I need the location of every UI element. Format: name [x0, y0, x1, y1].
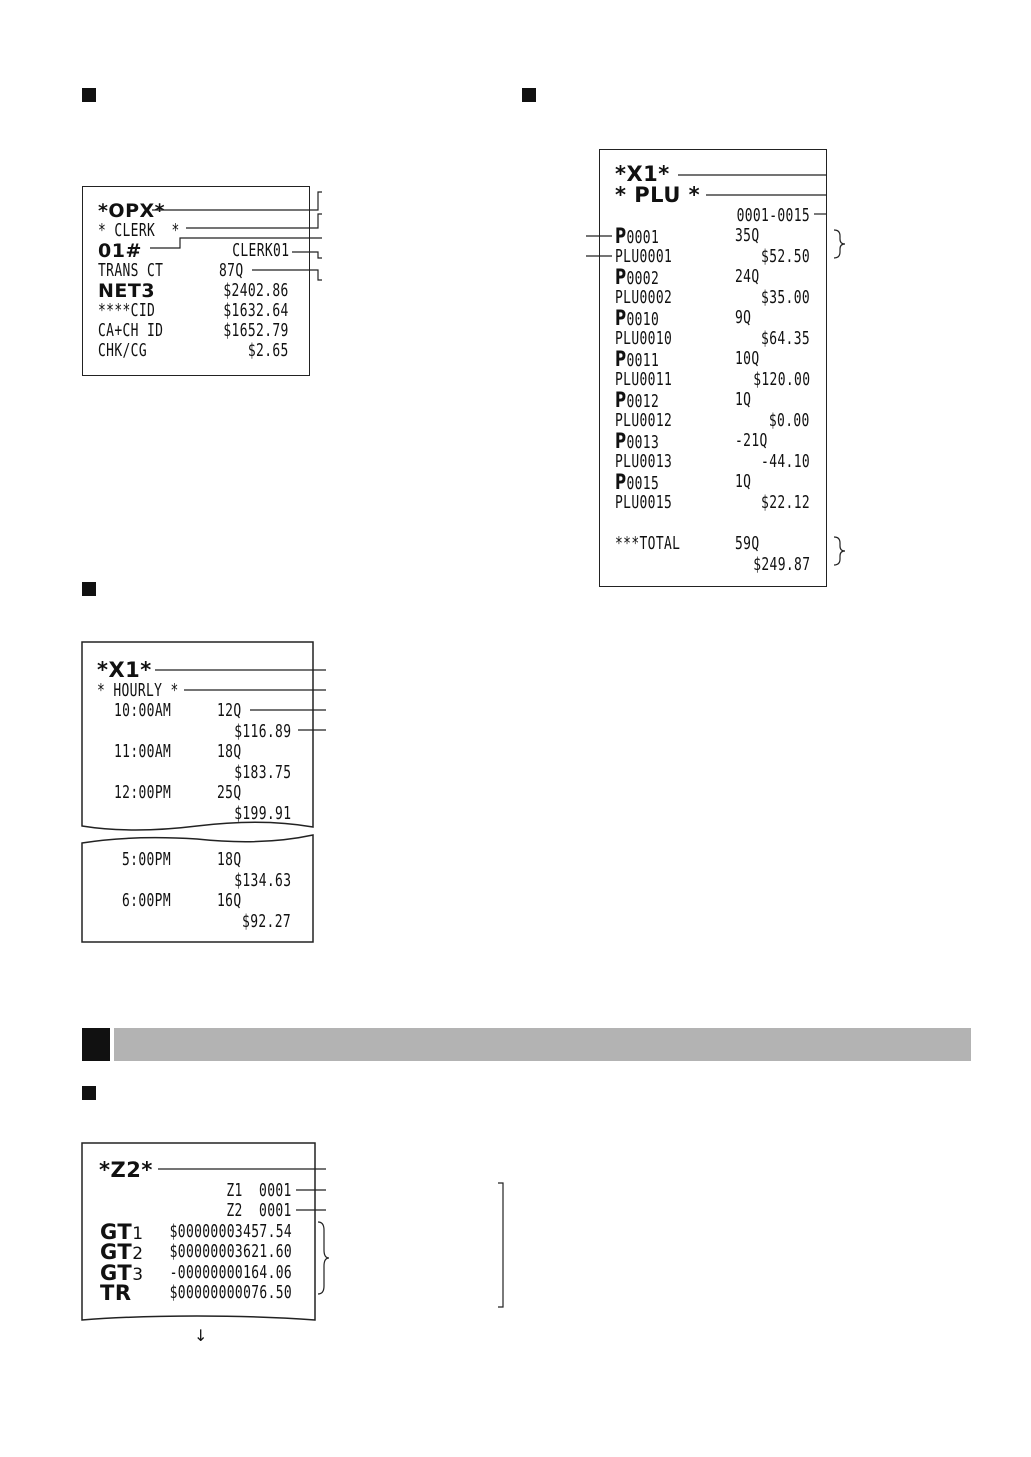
z2-total-label: GT3	[100, 1260, 144, 1285]
plu-item-label: P0002	[615, 265, 660, 289]
hourly-time: 6:00PM	[122, 890, 171, 911]
plu-quantity: 9Q	[735, 307, 752, 328]
hourly-count: 12Q	[217, 700, 242, 721]
opx-value: $2.65	[248, 340, 289, 361]
opx-value: 87Q	[219, 260, 244, 281]
plu-quantity: 24Q	[735, 266, 760, 287]
hourly-header: * HOURLY *	[97, 680, 179, 701]
z2-value: Z1 0001	[226, 1179, 292, 1201]
opx-label: TRANS CT	[98, 260, 164, 281]
plu-item-label: P0001	[615, 224, 660, 248]
hourly-time: 12:00PM	[114, 782, 172, 803]
plu-item-label: PLU0011	[615, 368, 673, 390]
hourly-amount: $183.75	[233, 761, 291, 783]
plu-item-label: P0012	[615, 388, 660, 412]
plu-item-label: PLU0010	[615, 327, 673, 349]
plu-quantity: 35Q	[735, 225, 760, 246]
plu-quantity: 10Q	[735, 348, 760, 369]
plu-item-label: P0013	[615, 429, 660, 453]
plu-quantity: 1Q	[735, 389, 752, 410]
opx-clerk-number: 01#	[98, 240, 142, 262]
opx-clerk-header: * CLERK *	[98, 220, 180, 241]
hourly-count: 18Q	[217, 849, 242, 870]
opx-label: CA+CH ID	[98, 320, 164, 341]
z2-total-label: TR	[100, 1281, 132, 1305]
plu-item-label: P0011	[615, 347, 660, 371]
plu-amount: $249.87	[752, 553, 810, 575]
z2-value: $00000000076.50	[169, 1282, 292, 1303]
opx-label: NET3	[98, 280, 156, 302]
plu-amount: -44.10	[761, 450, 810, 472]
plu-item-label: PLU0015	[615, 491, 673, 513]
plu-amount: $22.12	[761, 491, 810, 513]
z2-title: *Z2*	[99, 1158, 153, 1182]
plu-header: * PLU *	[615, 183, 701, 207]
opx-label: CHK/CG	[98, 340, 147, 361]
plu-item-label: PLU0002	[615, 286, 673, 308]
z2-value: -00000000164.06	[169, 1261, 292, 1283]
plu-item-label: PLU0013	[615, 450, 673, 472]
opx-title: *OPX*	[98, 200, 166, 222]
hourly-time: 11:00AM	[114, 741, 172, 762]
plu-item-label: P0015	[615, 470, 660, 494]
hourly-time: 5:00PM	[122, 849, 171, 870]
plu-item-label: ***TOTAL	[615, 533, 681, 554]
plu-quantity: 59Q	[735, 533, 760, 554]
z2-total-label: GT1	[100, 1219, 144, 1244]
hourly-title: *X1*	[97, 658, 152, 682]
z2-value: Z2 0001	[226, 1200, 292, 1221]
z2-total-label: GT2	[100, 1240, 144, 1264]
z2-value: $00000003621.60	[169, 1241, 292, 1262]
z2-value: $00000003457.54	[169, 1220, 292, 1242]
hourly-count: 16Q	[217, 890, 242, 911]
hourly-count: 25Q	[217, 782, 242, 803]
hourly-amount: $116.89	[233, 720, 291, 742]
plu-item-label: P0010	[615, 306, 660, 330]
opx-label: ****CID	[98, 300, 156, 321]
plu-amount: $52.50	[761, 245, 810, 267]
plu-amount: $120.00	[752, 368, 810, 390]
opx-clerk-name: CLERK01	[231, 240, 289, 261]
plu-title: *X1*	[615, 162, 670, 186]
hourly-time: 10:00AM	[114, 700, 172, 721]
opx-value: $1632.64	[223, 300, 289, 321]
opx-value: $1652.79	[223, 320, 289, 341]
plu-amount: $64.35	[761, 327, 810, 349]
plu-item-label: PLU0012	[615, 409, 673, 431]
opx-value: $2402.86	[223, 280, 289, 301]
plu-amount: $0.00	[769, 409, 810, 431]
plu-range: 0001-0015	[736, 205, 810, 226]
plu-quantity: -21Q	[735, 430, 768, 451]
plu-quantity: 1Q	[735, 471, 752, 492]
hourly-amount: $92.27	[242, 910, 291, 932]
hourly-count: 18Q	[217, 741, 242, 762]
plu-amount: $35.00	[761, 286, 810, 308]
z2-arrow: ↓	[194, 1326, 208, 1345]
hourly-amount: $199.91	[233, 802, 291, 824]
hourly-amount: $134.63	[233, 869, 291, 891]
plu-item-label: PLU0001	[615, 245, 673, 267]
